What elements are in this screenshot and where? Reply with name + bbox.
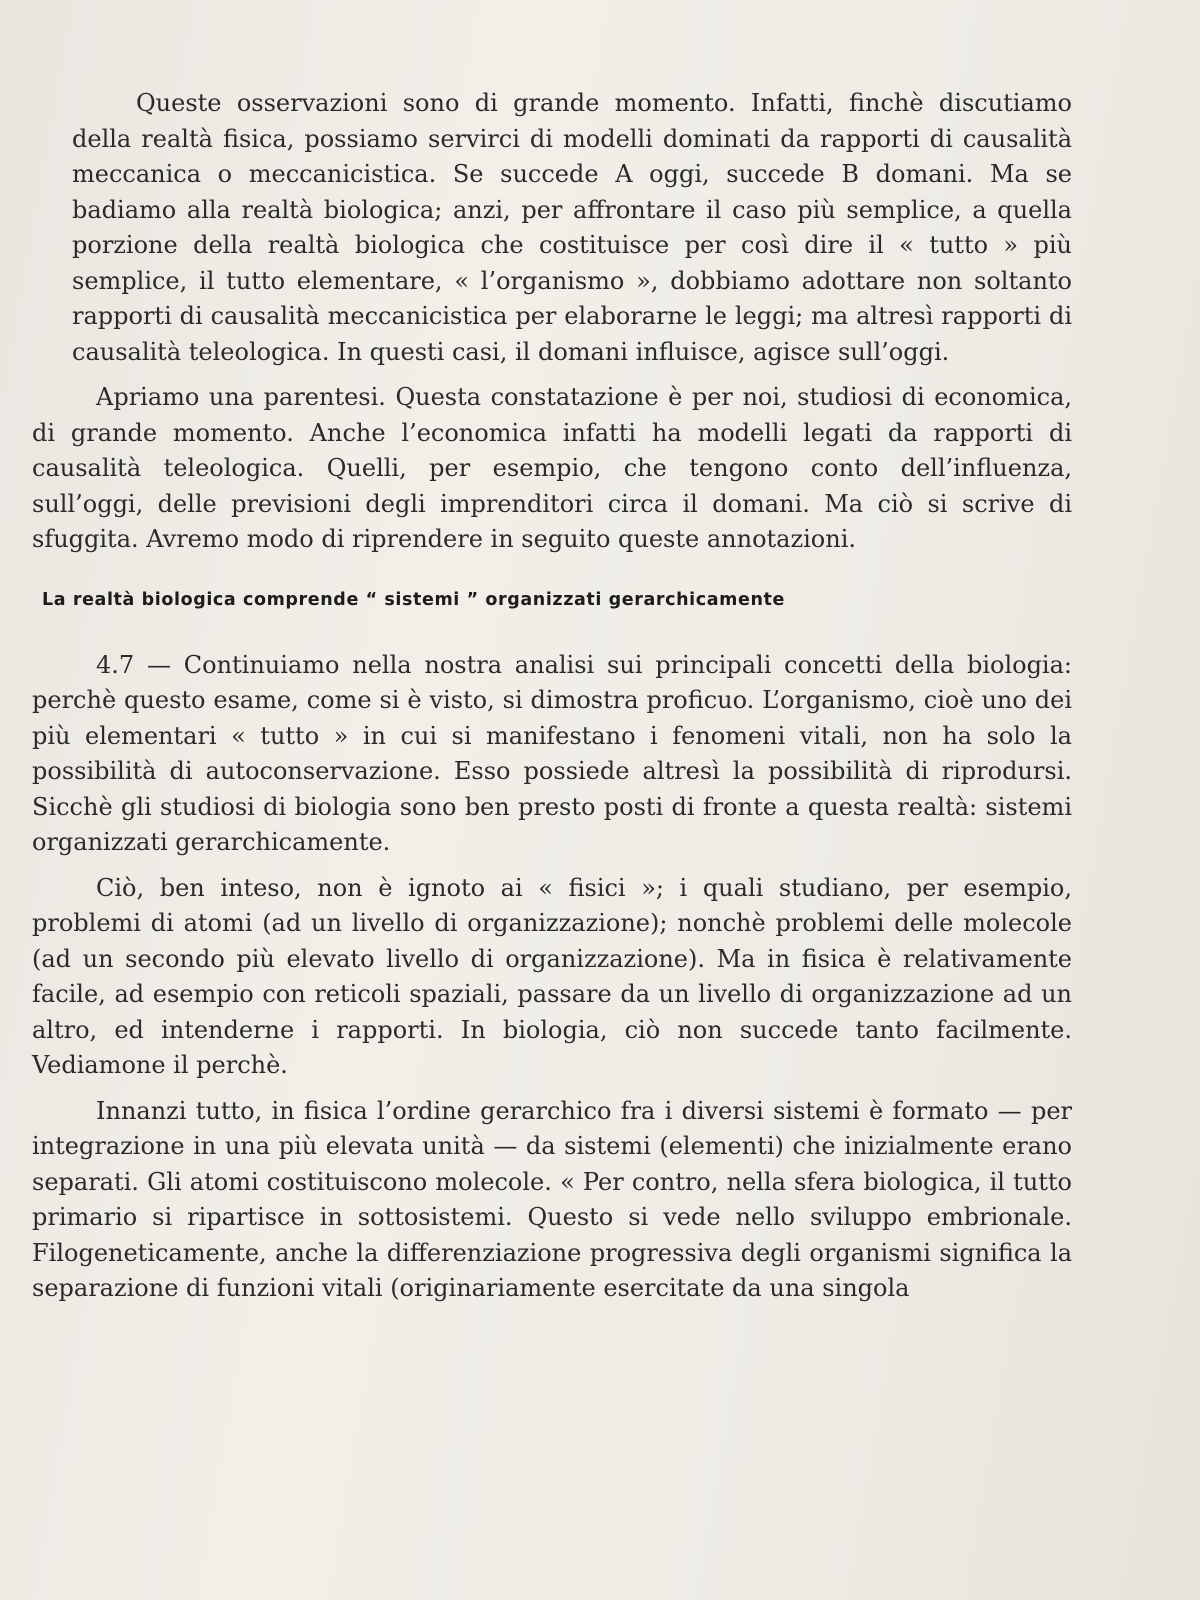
paragraph-hierarchy: Innanzi tutto, in fisica l’ordine gerarchico fra i diversi sistemi è formato — per integrazione in una più elevata unità — da sistemi (elementi) che inizialmente erano separati. Gli atomi costituiscono molecole. « Per contro, nella sfera biologica, il tutto primario si ripartisce in sottosistemi. Questo si vede nello sviluppo embrionale. Filogeneticamente, anche la differenziazione progressiva degli organismi significa la separazione di funzioni vitali (originariamente esercitate da una singola [32,1096,1072,1302]
paragraph-observations: Queste osservazioni sono di grande momento. Infatti, finchè discutiamo della realtà fisica, possiamo servirci di modelli dominati da rapporti di causalità meccanica o meccanicistica. Se succede A oggi, succede B domani. Ma se badiamo alla realtà biologica; anzi, per affrontare il caso più semplice, a quella porzione della realtà biologica che costituisce per così dire il « tutto » più semplice, il tutto elementare, « l’organismo », dobbiamo adottare non soltanto rapporti di causalità meccanicistica per elaborarne le leggi; ma altresì rapporti di causalità teleologica. In questi casi, il domani influisce, agisce sull’oggi. [72,89,1072,366]
paragraph-4-7: 4.7 — Continuiamo nella nostra analisi sui principali concetti della biologia: perchè questo esame, come si è visto, si dimostra proficuo. L’organismo, cioè uno dei più elementari « tutto » in cui si manifestano i fenomeni vitali, non ha solo la possibilità di autoconservazione. Esso possiede altresì la possibilità di riprodursi. Sicchè gli studiosi di biologia sono ben presto posti di fronte a questa realtà: sistemi organizzati gerarchicamente. [32,650,1072,856]
section-heading: La realtà biologica comprende “ sistemi ” organizzati gerarchicamente [42,589,785,610]
paragraph-parenthesis: Apriamo una parentesi. Questa constatazione è per noi, studiosi di economica, di grande momento. Anche l’economica infatti ha modelli legati da rapporti di causalità teleologica. Quelli, per esempio, che tengono conto dell’influenza, sull’oggi, delle previsioni degli imprenditori circa il domani. Ma ciò si scrive di sfuggita. Avremo modo di riprendere in seguito queste annotazioni. [32,383,1072,553]
paragraph-physics: Ciò, ben inteso, non è ignoto ai « fisici »; i quali studiano, per esempio, problemi di atomi (ad un livello di organizzazione); nonchè problemi delle molecole (ad un secondo più elevato livello di organizzazione). Ma in fisica è relativamente facile, ad esempio con reticoli spaziali, passare da un livello di organizzazione ad un altro, ed intenderne i rapporti. In biologia, ciò non succede tanto facilmente. Vediamone il perchè. [32,873,1072,1079]
